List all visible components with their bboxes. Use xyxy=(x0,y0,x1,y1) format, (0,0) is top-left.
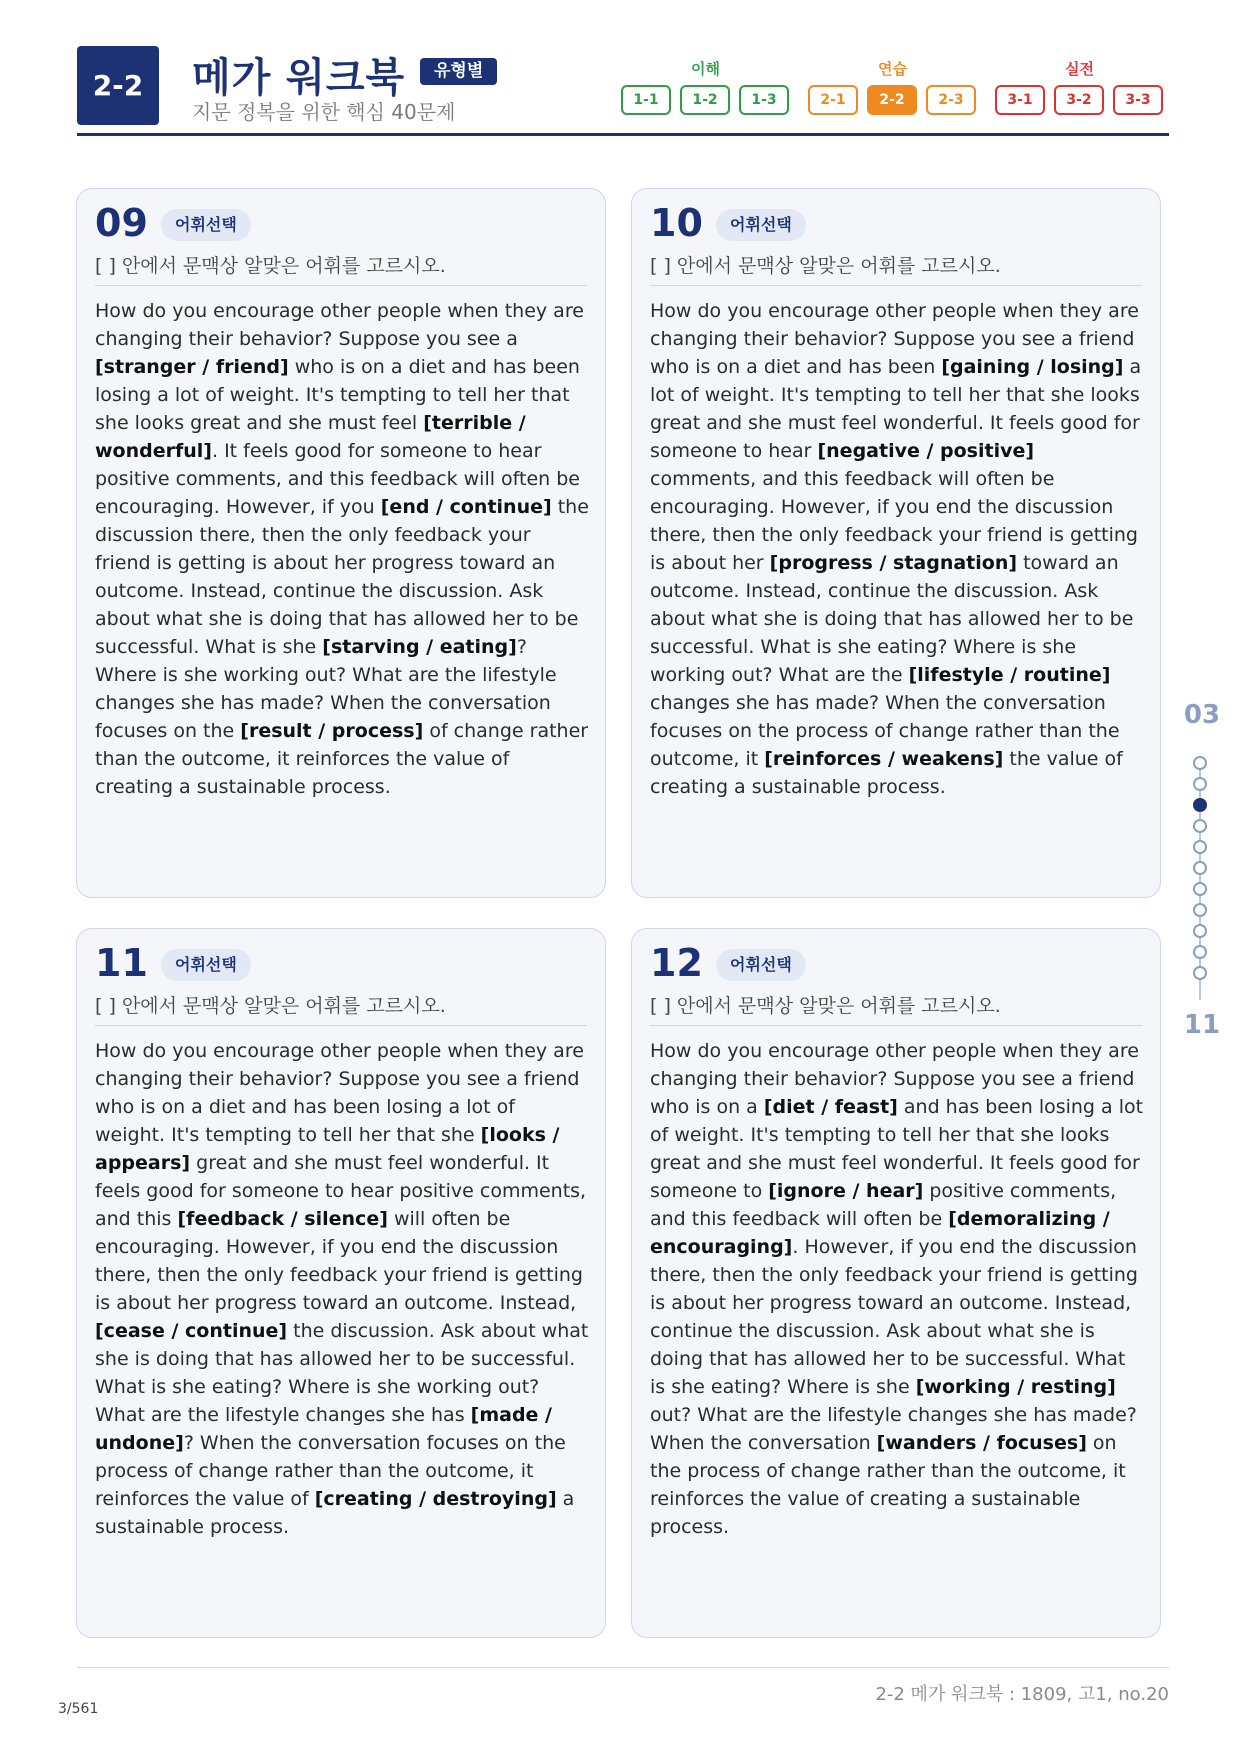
passage-segment: ? When the conversation focuses on the process of change rather than the outcome, it reinforces the value of xyxy=(95,1432,572,1510)
passage-segment: great and she must feel wonderful. It feels good for someone to hear positive comments, and this xyxy=(95,1152,593,1230)
stage-group-practice xyxy=(808,58,977,118)
passage-text xyxy=(650,297,1148,801)
stage-group-understanding xyxy=(621,58,790,118)
side-nav-dot[interactable] xyxy=(1193,882,1207,896)
passage-segment: ? Where is she working out? What are the lifestyle changes she has made? When the conversation focuses on the xyxy=(95,636,563,742)
card-divider xyxy=(95,1025,587,1026)
passage-segment: the discussion there, then the only feedback your friend is getting is about her progress toward an outcome. Instead, continue the discussion. Ask about what she is doing that has allowed her to be successful. What is she xyxy=(95,496,595,658)
passage-text xyxy=(95,297,595,801)
word-choice-bracket: [gaining / losing] xyxy=(941,356,1124,378)
page-subtitle: 지문 정복을 위한 핵심 40문제 xyxy=(192,100,456,124)
word-choice-bracket: [creating / destroying] xyxy=(314,1488,557,1510)
word-choice-bracket: [end / continue] xyxy=(380,496,552,518)
question-instruction: [ ] 안에서 문맥상 알맞은 어휘를 고르시오. xyxy=(650,255,1001,277)
question-card-11 xyxy=(76,928,606,1638)
side-nav-dot[interactable] xyxy=(1193,840,1207,854)
passage-segment: will often be encouraging. However, if you end the discussion there, then the only feedback your friend is getting is about her progress toward an outcome. Instead, xyxy=(95,1208,590,1314)
card-divider xyxy=(650,285,1142,286)
passage-segment: How do you encourage other people when they are changing their behavior? Suppose you see a xyxy=(95,300,590,350)
side-nav-line xyxy=(1199,760,1201,1000)
side-nav-end: 11 xyxy=(1183,1010,1221,1040)
stage-group-real xyxy=(995,58,1164,118)
question-instruction: [ ] 안에서 문맥상 알맞은 어휘를 고르시오. xyxy=(95,995,446,1017)
question-card-10 xyxy=(631,188,1161,898)
page-title: 메가 워크북 xyxy=(192,55,406,101)
word-choice-bracket: [cease / continue] xyxy=(95,1320,288,1342)
stage-label: 실전 xyxy=(1065,60,1094,78)
word-choice-bracket: [lifestyle / routine] xyxy=(908,664,1111,686)
passage-segment: out? What are the lifestyle changes she has made? When the conversation xyxy=(650,1376,1143,1454)
level-badge: 2-2 xyxy=(77,46,159,125)
word-choice-bracket: [starving / eating] xyxy=(322,636,517,658)
page-header xyxy=(77,46,1169,138)
stage-button-3-1[interactable]: 3-1 xyxy=(995,85,1045,115)
passage-segment: How do you encourage other people when they are changing their behavior? Suppose you see a friend who is on a diet and has been losing a lot of weight. It's tempting to tell her that she xyxy=(95,1040,590,1146)
question-card-12 xyxy=(631,928,1161,1638)
stage-button-2-3[interactable]: 2-3 xyxy=(926,85,976,115)
source-reference: 2-2 메가 워크북 : 1809, 고1, no.20 xyxy=(875,1684,1169,1705)
passage-segment: positive comments, and this feedback will often be xyxy=(650,1180,1123,1230)
word-choice-bracket: [made / undone] xyxy=(95,1404,559,1454)
word-choice-bracket: [reinforces / weakens] xyxy=(764,748,1004,770)
side-nav-dot[interactable] xyxy=(1193,798,1207,812)
side-nav-dot[interactable] xyxy=(1193,966,1207,980)
word-choice-bracket: [demoralizing / encouraging] xyxy=(650,1208,1117,1258)
stage-button-1-3[interactable]: 1-3 xyxy=(739,85,789,115)
question-number: 12 xyxy=(650,941,703,985)
question-number: 09 xyxy=(95,201,148,245)
passage-segment: How do you encourage other people when they are changing their behavior? Suppose you see a friend who is on a xyxy=(650,1040,1145,1118)
word-choice-bracket: [looks / appears] xyxy=(95,1124,567,1174)
passage-segment: the value of creating a sustainable process. xyxy=(650,748,1129,798)
passage-segment: a sustainable process. xyxy=(95,1488,581,1538)
passage-text xyxy=(95,1037,595,1541)
stage-button-3-3[interactable]: 3-3 xyxy=(1113,85,1163,115)
passage-segment: a lot of weight. It's tempting to tell her that she looks great and she must feel wonderful. It feels good for someone to hear xyxy=(650,356,1148,462)
side-nav-dot[interactable] xyxy=(1193,777,1207,791)
word-choice-bracket: [negative / positive] xyxy=(817,440,1035,462)
side-nav-dot[interactable] xyxy=(1193,819,1207,833)
side-nav-dot[interactable] xyxy=(1193,924,1207,938)
word-choice-bracket: [stranger / friend] xyxy=(95,356,289,378)
stage-button-1-2[interactable]: 1-2 xyxy=(680,85,730,115)
question-number: 11 xyxy=(95,941,148,985)
question-number: 10 xyxy=(650,201,703,245)
passage-segment: the discussion. Ask about what she is doing that has allowed her to be successful. What is she eating? Where is she working out? What are the lifestyle changes she has xyxy=(95,1320,595,1426)
passage-segment: How do you encourage other people when they are changing their behavior? Suppose you see a friend who is on a diet and has been xyxy=(650,300,1145,378)
question-instruction: [ ] 안에서 문맥상 알맞은 어휘를 고르시오. xyxy=(650,995,1001,1017)
passage-segment: changes she has made? When the conversation focuses on the process of change rather than the outcome, it xyxy=(650,664,1126,770)
header-divider xyxy=(77,133,1169,136)
footer-divider xyxy=(77,1667,1169,1668)
side-nav-dot[interactable] xyxy=(1193,861,1207,875)
question-type-tag: 어휘선택 xyxy=(161,209,251,241)
word-choice-bracket: [feedback / silence] xyxy=(177,1208,388,1230)
word-choice-bracket: [result / process] xyxy=(240,720,424,742)
passage-segment: toward an outcome. Instead, continue the discussion. Ask about what she is doing that has allowed her to be successful. What is she eating? Where is she working out? What are the xyxy=(650,552,1140,686)
passage-segment: comments, and this feedback will often be encouraging. However, if you end the discussion there, then the only feedback your friend is getting is about her xyxy=(650,440,1145,574)
page-number: 3/561 xyxy=(58,1701,99,1717)
passage-segment: of change rather than the outcome, it reinforces the value of creating a sustainable process. xyxy=(95,720,595,798)
word-choice-bracket: [diet / feast] xyxy=(763,1096,898,1118)
passage-text xyxy=(650,1037,1150,1541)
question-card-09 xyxy=(76,188,606,898)
passage-segment: on the process of change rather than the outcome, it reinforces the value of creating a sustainable process. xyxy=(650,1432,1132,1538)
passage-segment: . However, if you end the discussion there, then the only feedback your friend is getting is about her progress toward an outcome. Instead, continue the discussion. Ask about what she is doing that has allowed her to be successful. What is she eating? Where is she xyxy=(650,1236,1145,1398)
word-choice-bracket: [working / resting] xyxy=(915,1376,1116,1398)
stage-label: 연습 xyxy=(878,60,907,78)
stage-button-1-1[interactable]: 1-1 xyxy=(621,85,671,115)
type-badge: 유형별 xyxy=(420,58,497,85)
side-nav-dot[interactable] xyxy=(1193,945,1207,959)
stage-button-3-2[interactable]: 3-2 xyxy=(1054,85,1104,115)
word-choice-bracket: [progress / stagnation] xyxy=(769,552,1018,574)
passage-segment: who is on a diet and has been losing a lot of weight. It's tempting to tell her that she looks great and she must feel xyxy=(95,356,587,434)
side-nav-dot[interactable] xyxy=(1193,756,1207,770)
question-type-tag: 어휘선택 xyxy=(161,949,251,981)
passage-segment: . It feels good for someone to hear positive comments, and this feedback will often be encouraging. However, if you xyxy=(95,440,587,518)
side-nav-start: 03 xyxy=(1183,700,1221,730)
question-type-tag: 어휘선택 xyxy=(716,209,806,241)
side-nav-dot[interactable] xyxy=(1193,903,1207,917)
card-divider xyxy=(95,285,587,286)
stage-label: 이해 xyxy=(691,60,720,78)
question-type-tag: 어휘선택 xyxy=(716,949,806,981)
word-choice-bracket: [terrible / wonderful] xyxy=(95,412,533,462)
stage-button-2-2[interactable]: 2-2 xyxy=(867,85,917,115)
card-divider xyxy=(650,1025,1142,1026)
stage-button-2-1[interactable]: 2-1 xyxy=(808,85,858,115)
word-choice-bracket: [ignore / hear] xyxy=(768,1180,924,1202)
word-choice-bracket: [wanders / focuses] xyxy=(876,1432,1087,1454)
passage-segment: and has been losing a lot of weight. It's tempting to tell her that she looks great and she must feel wonderful. It feels good for someone to xyxy=(650,1096,1150,1202)
question-instruction: [ ] 안에서 문맥상 알맞은 어휘를 고르시오. xyxy=(95,255,446,277)
